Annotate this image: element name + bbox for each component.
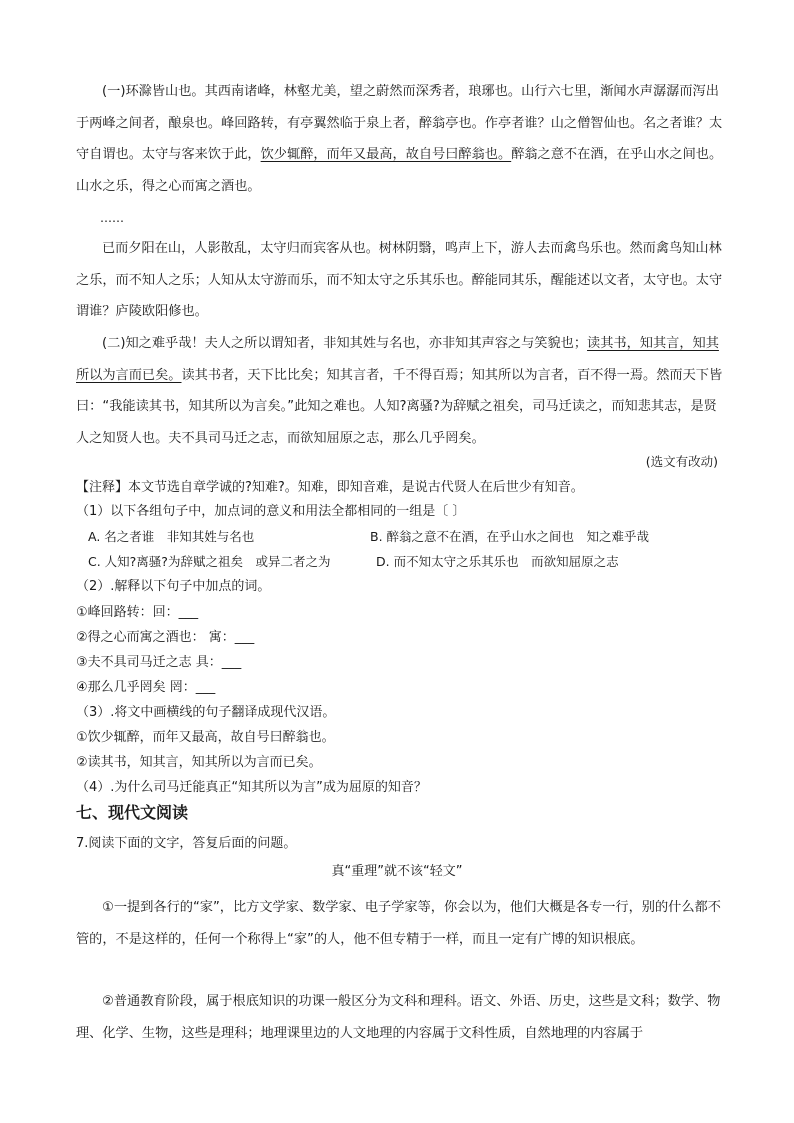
passage2-text-tail: 读其书者，天下比比矣；知其言者，千不得百焉；知其所以为言者，百不得一焉。然而天下皆曰：“我能读其书，知其所以为言矣。”此知之难也。人知?离骚?为辞赋之祖矣，司马迁读之，而知悲其志，是贤人之知贤人也。夫不具司马迁之志，而欲知屈原之志，那么几乎罔矣。 (76, 367, 723, 446)
passage1-paragraph2: 已而夕阳在山，人影散乱，太守归而宾客从也。树林阴翳，鸣声上下，游人去而禽鸟乐也。然而禽鸟知山林之乐，而不知人之乐；人知从太守游而乐，而不知太守之乐其乐也。醉能同其乐，醒能述以文者，太守也。太守谓谁？庐陵欧阳修也。 (76, 241, 723, 319)
section-heading: 七、现代文阅读 (76, 803, 189, 822)
article-title: 真“重理”就不该“轻文” (331, 864, 463, 879)
underlined-sentence-1: 饮少辄醉，而年又最高，故自号曰醉翁也。 (260, 147, 512, 162)
article-paragraph-1: ①一提到各行的“家”，比方文学家、数学家、电子学家等，你会以为，他们大概是各专一行，别的什么都不管的，不是这样的，任何一个称得上“家”的人，他不但专精于一样，而且一定有广博的知识根底。 (76, 900, 721, 947)
question-1-option-a: A. 名之者谁 非知其姓与名也 (88, 529, 255, 544)
source-note: (选文有改动) (645, 454, 718, 469)
question-1-option-b: B. 醉翁之意不在酒，在乎山水之间也 知之难乎哉 (370, 529, 650, 544)
question-1-stem: （1）以下各组句子中，加点词的意义和用法全都相同的一组是〔 〕 (76, 504, 466, 519)
underlined-sentence-2: 读其书，知其言，知其所以为言而已矣。 (76, 336, 719, 383)
passage2-paragraph (76, 328, 726, 454)
section-intro: 7.阅读下面的文字，答复后面的问题。 (76, 836, 297, 851)
passage1-paragraph1 (76, 76, 726, 202)
question-1-option-c: C. 人知?离骚?为辞赋之祖矣 或异二者之为 (88, 554, 331, 569)
question-2-item-2: ②得之心而寓之酒也： 寓：___ (76, 630, 255, 645)
question-2-item-3: ③夫不具司马迁之志 具：___ (76, 655, 242, 670)
annotation-note: 【注释】本文节选自章学诚的?知难?。知难，即知音难，是说古代贤人在后世少有知音。 (76, 480, 584, 495)
ellipsis: …… (100, 211, 124, 225)
question-3-item-2: ②读其书，知其言，知其所以为言而已矣。 (76, 755, 322, 770)
question-1-option-d: D. 而不知太守之乐其乐也 而欲知屈原之志 (376, 554, 619, 569)
passage1-text-tail: 醉翁之意不在酒，在乎山水之间也。山水之乐，得之心而寓之酒也。 (76, 147, 723, 194)
question-3-stem: （3）.将文中画横线的句子翻译成现代汉语。 (76, 705, 336, 720)
article-paragraph-2: ②普通教育阶段，属于根底知识的功课一般区分为文科和理科。语文、外语、历史，这些是文科；数学、物理、化学、生物，这些是理科；地理课里边的人文地理的内容属于文科性质，自然地理的内容属于 (76, 994, 721, 1041)
question-2-item-1: ①峰回路转：回：___ (76, 605, 199, 620)
question-3-item-1: ①饮少辄醉，而年又最高，故自号曰醉翁也。 (76, 730, 335, 745)
passage1-text: (一)环滁皆山也。其西南诸峰，林壑尤美，望之蔚然而深秀者，琅琊也。山行六七里，渐闻水声潺潺而泻出于两峰之间者，酿泉也。峰回路转，有亭翼然临于泉上者，醉翁亭也。作亭者谁？山之僧智仙也。名之者谁？太守自谓也。太守与客来饮于此， (76, 84, 723, 162)
question-4-stem: （4）.为什么司马迁能真正“知其所以为言”成为屈原的知音？ (76, 780, 427, 795)
passage2-text: (二)知之难乎哉！夫人之所以谓知者，非知其姓与名也，亦非知其声容之与笑貌也； (102, 336, 588, 351)
question-2-stem: （2）.解释以下句子中加点的词。 (76, 579, 271, 594)
question-2-item-4: ④那么几乎罔矣 罔：___ (76, 680, 216, 695)
